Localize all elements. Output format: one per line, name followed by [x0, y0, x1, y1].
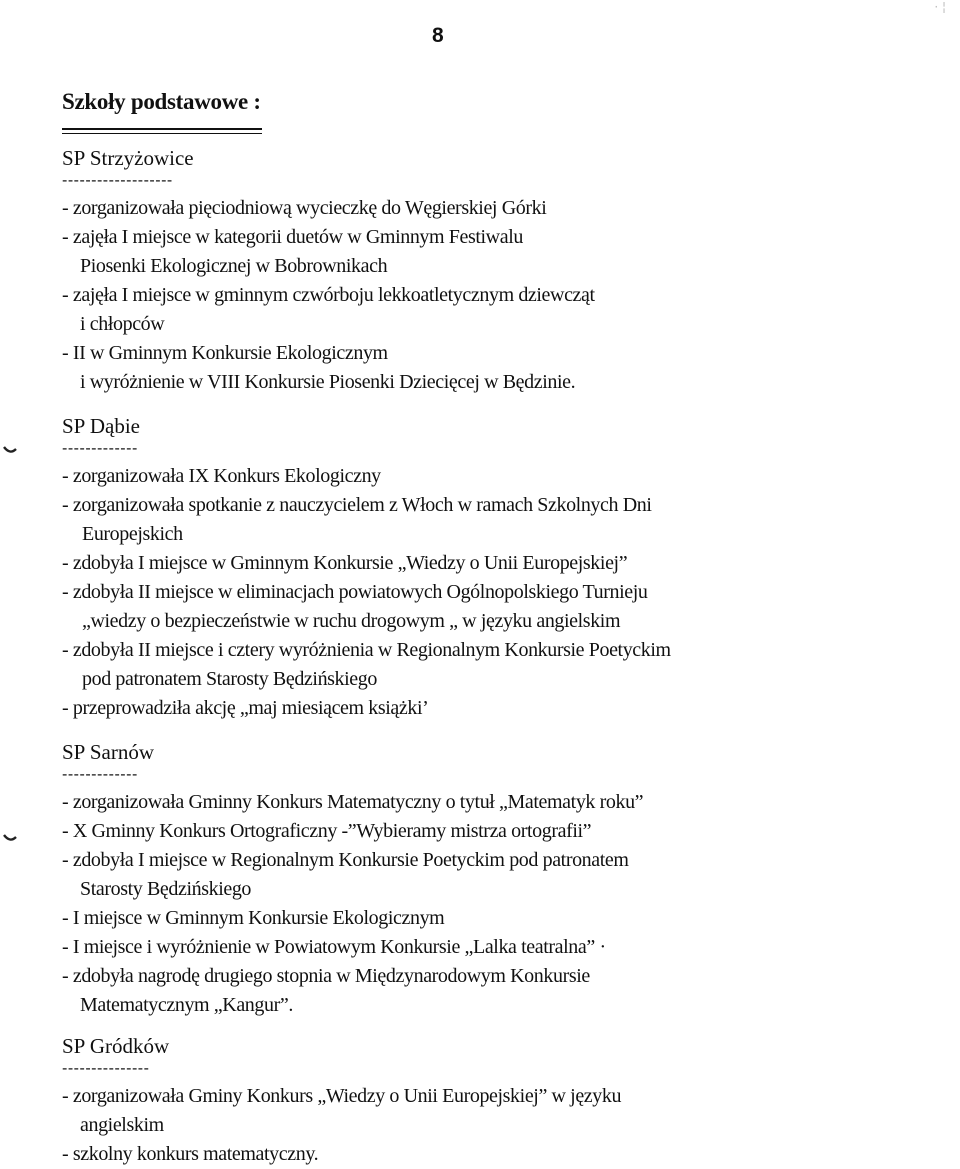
- list-item: - zdobyła I miejsce w Gminnym Konkursie „Wiedzy o Unii Europejskiej”: [62, 552, 628, 574]
- scan-artifact: · ¦: [934, 0, 946, 14]
- list-item: i chłopców: [80, 313, 165, 335]
- page-number: 8: [432, 24, 444, 47]
- school-name-underline: ---------------: [62, 1060, 150, 1077]
- list-item: - zorganizowała pięciodniową wycieczkę do Węgierskiej Górki: [62, 197, 547, 219]
- list-item: - zdobyła II miejsce w eliminacjach powiatowych Ogólnopolskiego Turnieju: [62, 581, 648, 603]
- heading-underline-thin: [62, 133, 262, 134]
- list-item: - zorganizowała Gminy Konkurs „Wiedzy o Unii Europejskiej” w języku: [62, 1085, 622, 1107]
- school-section-sarnow: [62, 738, 942, 1020]
- list-item: Starosty Będzińskiego: [80, 878, 252, 900]
- list-item: - zdobyła II miejsce i cztery wyróżnienia w Regionalnym Konkursie Poetyckim: [62, 639, 671, 661]
- school-section-strzyzowice: [62, 144, 942, 397]
- achievement-list: [62, 1082, 942, 1169]
- school-name: SP Strzyżowice: [62, 146, 194, 170]
- list-item: Europejskich: [82, 523, 183, 545]
- list-item: - II w Gminnym Konkursie Ekologicznym: [62, 342, 388, 364]
- list-item: Piosenki Ekologicznej w Bobrownikach: [80, 255, 388, 277]
- list-item: - szkolny konkurs matematyczny.: [62, 1143, 319, 1165]
- list-item: - zajęła I miejsce w gminnym czwórboju lekkoatletycznym dziewcząt: [62, 284, 595, 306]
- list-item: - I miejsce w Gminnym Konkursie Ekologicznym: [62, 907, 445, 929]
- school-name-underline: -------------: [62, 440, 138, 457]
- binder-mark-icon: [3, 834, 17, 844]
- list-item: pod patronatem Starosty Będzińskiego: [82, 668, 377, 690]
- list-item: - zajęła I miejsce w kategorii duetów w Gminnym Festiwalu: [62, 226, 523, 248]
- list-item: - przeprowadziła akcję „maj miesiącem książki’: [62, 697, 429, 719]
- school-name-underline: -------------: [62, 766, 138, 783]
- list-item: Matematycznym „Kangur”.: [80, 994, 293, 1016]
- section-heading: Szkoły podstawowe :: [62, 89, 261, 114]
- achievement-list: [62, 194, 942, 397]
- list-item: - X Gminny Konkurs Ortograficzny -”Wybieramy mistrza ortografii”: [62, 820, 592, 842]
- list-item: „wiedzy o bezpieczeństwie w ruchu drogowym „ w języku angielskim: [82, 610, 621, 632]
- school-section-grodkow: [62, 1032, 942, 1169]
- school-name: SP Gródków: [62, 1034, 170, 1058]
- list-item: - zorganizowała Gminny Konkurs Matematyczny o tytuł „Matematyk roku”: [62, 791, 644, 813]
- school-section-dabie: [62, 412, 942, 723]
- heading-underline: [62, 128, 262, 130]
- achievement-list: [62, 462, 942, 723]
- school-name-underline: -------------------: [62, 172, 173, 189]
- list-item: - zdobyła I miejsce w Regionalnym Konkursie Poetyckim pod patronatem: [62, 849, 629, 871]
- list-item: angielskim: [80, 1114, 164, 1136]
- list-item: - zorganizowała spotkanie z nauczycielem z Włoch w ramach Szkolnych Dni: [62, 494, 652, 516]
- binder-mark-icon: [3, 446, 17, 456]
- school-name: SP Sarnów: [62, 740, 154, 764]
- list-item: - zdobyła nagrodę drugiego stopnia w Międzynarodowym Konkursie: [62, 965, 590, 987]
- list-item: - zorganizowała IX Konkurs Ekologiczny: [62, 465, 381, 487]
- achievement-list: [62, 788, 942, 1020]
- list-item: i wyróżnienie w VIII Konkursie Piosenki Dziecięcej w Będzinie.: [80, 371, 576, 393]
- list-item: - I miejsce i wyróżnienie w Powiatowym Konkursie „Lalka teatralna” ·: [62, 936, 606, 958]
- school-name: SP Dąbie: [62, 414, 140, 438]
